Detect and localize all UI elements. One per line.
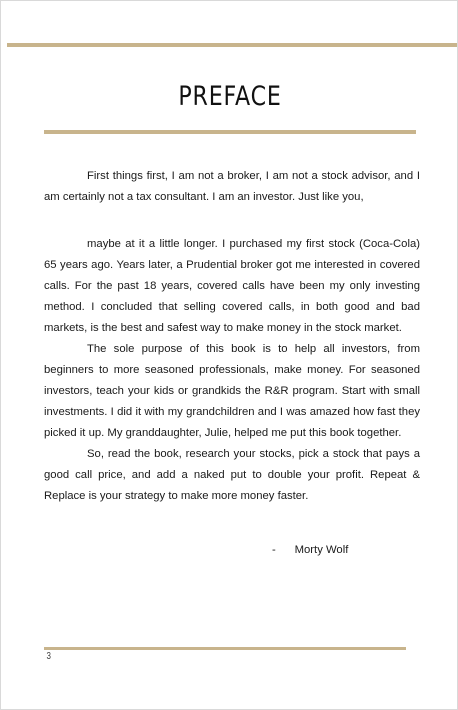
top-rule <box>7 43 457 47</box>
paragraph-3: The sole purpose of this book is to help all investors, from beginners to more seasoned professionals, make money. For seasoned investors, teach your kids or grandkids the R&R program. Start with small investments. I did it with my grandchildren and I was amazed how fast they picked it up. My granddaughter, Julie, helped me put this book together. <box>44 343 420 439</box>
title-rule <box>44 130 416 134</box>
paragraph-2: maybe at it a little longer. I purchased my first stock (Coca-Cola) 65 years ago. Years later, a Prudential broker got me interested in covered calls. For the past 18 years, covered calls have been my only investing method. I concluded that selling covered calls, in both good and bad markets, is the best and safest way to make money in the stock market. <box>44 238 420 334</box>
page-title: PREFACE <box>178 81 282 112</box>
body-block-1 <box>44 166 420 208</box>
body-block-2 <box>44 234 420 507</box>
paragraph-1: First things first, I am not a broker, I am not a stock advisor, and I am certainly not a tax consultant. I am an investor. Just like you, <box>44 170 420 203</box>
bottom-rule <box>44 647 406 650</box>
page-number: 3 <box>46 651 52 662</box>
author-signature: - Morty Wolf <box>272 544 349 556</box>
paragraph-4: So, read the book, research your stocks, pick a stock that pays a good call price, and add a naked put to double your profit. Repeat & Replace is your strategy to make more money faster. <box>44 448 420 502</box>
